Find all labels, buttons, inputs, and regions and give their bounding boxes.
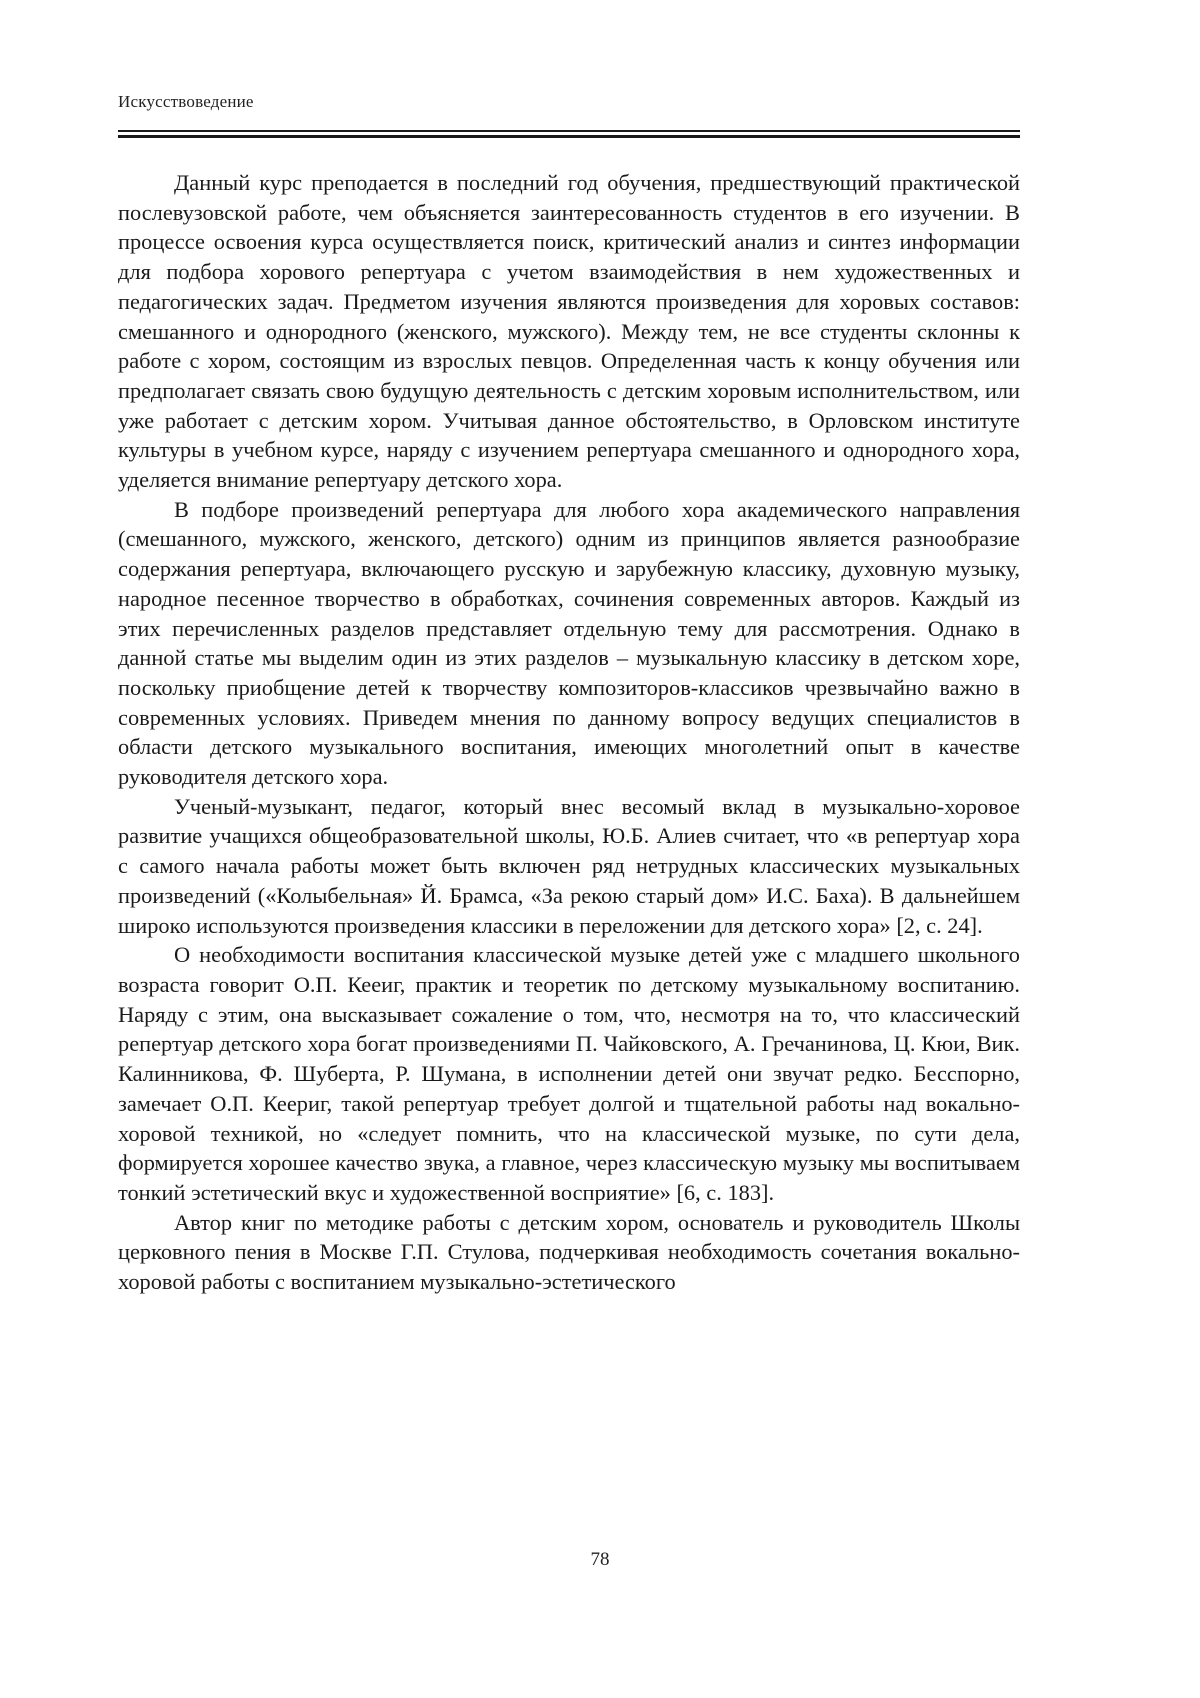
- running-header: Искусствоведение: [118, 92, 254, 111]
- header-rule-thick: [118, 135, 1020, 138]
- paragraph-4: О необходимости воспитания классической музыке детей уже с младшего школьного возраста говорит О.П. Кееиг, практик и теоретик по детскому музыкальному воспитанию. Наряду с этим, она высказывает сожаление о том, что, несмотря на то, что классический репертуар детского хора богат произведениями П. Чайковского, А. Гречанинова, Ц. Кюи, Вик. Калинникова, Ф. Шуберта, Р. Шумана, в исполнении детей они звучат редко. Бесспорно, замечает О.П. Кеериг, такой репертуар требует долгой и тщательной работы над вокально-хоровой техникой, но «следует помнить, что на классической музыке, по сути дела, формируется хорошее качество звука, а главное, через классическую музыку мы воспитываем тонкий эстетический вкус и художественной восприятие» [6, с. 183].: [118, 942, 1020, 1205]
- paragraph-5: Автор книг по методике работы с детским хором, основатель и руководитель Школы церковного пения в Москве Г.П. Стулова, подчеркивая необходимость сочетания вокально-хоровой работы с воспитанием музыкально-эстетического: [118, 1209, 1020, 1295]
- article-body: [118, 168, 1020, 1297]
- header-rule-thin: [118, 130, 1020, 132]
- paragraph-1: Данный курс преподается в последний год обучения, предшествующий практической послевузовской работе, чем объясняется заинтересованность студентов в его изучении. В процессе освоения курса осуществляется поиск, критический анализ и синтез информации для подбора хорового репертуара с учетом взаимодействия в нем художественных и педагогических задач. Предметом изучения являются произведения для хоровых составов: смешанного и однородного (женского, мужского). Между тем, не все студенты склонны к работе с хором, состоящим из взрослых певцов. Определенная часть к концу обучения или предполагает связать свою будущую деятельность с детским хоровым исполнительством, или уже работает с детским хором. Учитывая данное обстоятельство, в Орловском институте культуры в учебном курсе, наряду с изучением репертуара смешанного и однородного хора, уделяется внимание репертуару детского хора.: [118, 170, 1020, 493]
- paragraph-3: Ученый-музыкант, педагог, который внес весомый вклад в музыкально-хоровое развитие учащихся общеобразовательной школы, Ю.Б. Алиев считает, что «в репертуар хора с самого начала работы может быть включен ряд нетрудных классических музыкальных произведений («Колыбельная» Й. Брамса, «За рекою старый дом» И.С. Баха). В дальнейшем широко используются произведения классики в переложении для детского хора» [2, с. 24].: [118, 793, 1020, 938]
- page-number: 78: [590, 1549, 610, 1570]
- paragraph-2: В подборе произведений репертуара для любого хора академического направления (смешанного, мужского, женского, детского) одним из принципов является разнообразие содержания репертуара, включающего русскую и зарубежную классику, духовную музыку, народное песенное творчество в обработках, сочинения современных авторов. Каждый из этих перечисленных разделов представляет отдельную тему для рассмотрения. Однако в данной статье мы выделим один из этих разделов – музыкальную классику в детском хоре, поскольку приобщение детей к творчеству композиторов-классиков чрезвычайно важно в современных условиях. Приведем мнения по данному вопросу ведущих специалистов в области детского музыкального воспитания, имеющих многолетний опыт в качестве руководителя детского хора.: [118, 496, 1020, 790]
